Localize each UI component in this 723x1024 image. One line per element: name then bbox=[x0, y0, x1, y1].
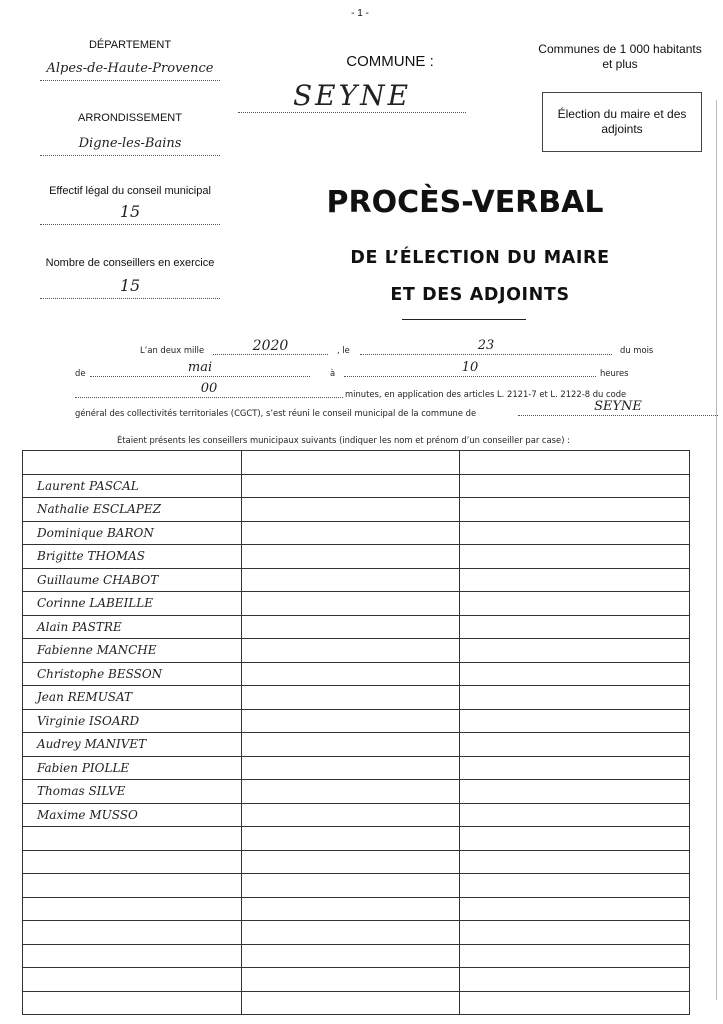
table-cell bbox=[460, 474, 690, 498]
session-minutes-text: minutes, en application des articles L. 2121-7 et L. 2122-8 du code bbox=[345, 389, 627, 399]
table-cell bbox=[460, 780, 690, 804]
table-row bbox=[23, 521, 690, 545]
table-cell bbox=[23, 874, 242, 898]
members-table bbox=[22, 450, 690, 1015]
table-cell bbox=[241, 850, 460, 874]
document-subtitle-line1: DE L’ÉLECTION DU MAIRE bbox=[350, 248, 610, 268]
table-row bbox=[23, 921, 690, 945]
title-underline bbox=[402, 319, 526, 320]
table-row bbox=[23, 592, 690, 616]
election-type-text: Élection du maire et des adjoints bbox=[557, 107, 687, 136]
document-subtitle-line2: ET DES ADJOINTS bbox=[390, 285, 570, 305]
table-cell bbox=[460, 921, 690, 945]
member-name: Fabienne MANCHE bbox=[23, 639, 242, 663]
table-cell bbox=[241, 615, 460, 639]
table-cell bbox=[460, 592, 690, 616]
table-cell bbox=[241, 897, 460, 921]
session-hours-field: 10 bbox=[344, 360, 596, 377]
table-cell bbox=[241, 733, 460, 757]
member-name: Brigitte THOMAS bbox=[23, 545, 242, 569]
table-row bbox=[23, 968, 690, 992]
table-cell bbox=[460, 897, 690, 921]
table-cell bbox=[241, 545, 460, 569]
session-a-label: à bbox=[330, 368, 336, 378]
exercice-field: 15 bbox=[40, 274, 220, 299]
commune-field: SEYNE bbox=[238, 80, 466, 113]
table-cell bbox=[460, 639, 690, 663]
table-cell bbox=[460, 874, 690, 898]
session-year-field: 2020 bbox=[213, 338, 328, 355]
table-cell bbox=[460, 545, 690, 569]
session-le-label: , le bbox=[337, 345, 350, 355]
table-cell bbox=[241, 568, 460, 592]
table-cell bbox=[241, 592, 460, 616]
table-cell bbox=[241, 639, 460, 663]
table-cell bbox=[241, 474, 460, 498]
table-cell bbox=[460, 709, 690, 733]
members-table-body bbox=[23, 451, 690, 1015]
table-row bbox=[23, 897, 690, 921]
table-row bbox=[23, 733, 690, 757]
table-cell bbox=[460, 498, 690, 522]
member-name: Laurent PASCAL bbox=[23, 474, 242, 498]
table-cell bbox=[460, 521, 690, 545]
member-name: Guillaume CHABOT bbox=[23, 568, 242, 592]
table-row bbox=[23, 850, 690, 874]
table-cell bbox=[460, 568, 690, 592]
table-cell bbox=[241, 686, 460, 710]
departement-field: Alpes-de-Haute-Provence bbox=[40, 58, 220, 81]
presents-intro: Étaient présents les conseillers municipaux suivants (indiquer les nom et prénom d’un conseiller par case) : bbox=[117, 435, 570, 445]
session-heures-label: heures bbox=[600, 368, 629, 378]
table-cell bbox=[460, 756, 690, 780]
member-name: Fabien PIOLLE bbox=[23, 756, 242, 780]
session-cgct-text: général des collectivités territoriales (CGCT), s’est réuni le conseil municipal de la commune de bbox=[75, 408, 477, 418]
session-year-prefix: L’an deux mille bbox=[140, 345, 205, 355]
table-row bbox=[23, 874, 690, 898]
session-month-field: mai bbox=[90, 360, 310, 377]
commune-label: COMMUNE : bbox=[346, 53, 434, 70]
table-cell bbox=[460, 968, 690, 992]
table-row bbox=[23, 498, 690, 522]
table-cell bbox=[23, 897, 242, 921]
table-cell bbox=[23, 451, 242, 475]
table-row bbox=[23, 686, 690, 710]
table-row bbox=[23, 944, 690, 968]
table-cell bbox=[241, 709, 460, 733]
table-cell bbox=[23, 944, 242, 968]
table-cell bbox=[241, 944, 460, 968]
scan-edge-line bbox=[716, 100, 717, 1000]
table-row bbox=[23, 780, 690, 804]
table-cell bbox=[241, 921, 460, 945]
table-row bbox=[23, 615, 690, 639]
member-name: Virginie ISOARD bbox=[23, 709, 242, 733]
table-cell bbox=[460, 850, 690, 874]
arrondissement-label: ARRONDISSEMENT bbox=[78, 112, 182, 124]
table-row bbox=[23, 639, 690, 663]
table-cell bbox=[23, 968, 242, 992]
member-name: Christophe BESSON bbox=[23, 662, 242, 686]
table-cell bbox=[460, 686, 690, 710]
member-name: Nathalie ESCLAPEZ bbox=[23, 498, 242, 522]
member-name: Audrey MANIVET bbox=[23, 733, 242, 757]
session-commune-field: SEYNE bbox=[518, 399, 718, 416]
table-cell bbox=[241, 521, 460, 545]
table-row bbox=[23, 545, 690, 569]
table-cell bbox=[241, 756, 460, 780]
member-name: Thomas SILVE bbox=[23, 780, 242, 804]
session-du-mois-label: du mois bbox=[620, 345, 654, 355]
table-row bbox=[23, 827, 690, 851]
effectif-label: Effectif légal du conseil municipal bbox=[49, 185, 211, 197]
session-minutes-field: 00 bbox=[75, 381, 343, 398]
member-name: Jean REMUSAT bbox=[23, 686, 242, 710]
table-cell bbox=[23, 991, 242, 1015]
document-title: PROCÈS-VERBAL bbox=[326, 185, 604, 220]
table-cell bbox=[23, 850, 242, 874]
table-cell bbox=[241, 498, 460, 522]
table-cell bbox=[241, 451, 460, 475]
table-row bbox=[23, 756, 690, 780]
departement-label: DÉPARTEMENT bbox=[88, 39, 172, 51]
table-cell bbox=[241, 803, 460, 827]
member-name: Maxime MUSSO bbox=[23, 803, 242, 827]
session-de-label: de bbox=[75, 368, 86, 378]
table-cell bbox=[241, 991, 460, 1015]
table-row bbox=[23, 662, 690, 686]
exercice-label: Nombre de conseillers en exercice bbox=[45, 257, 215, 269]
member-name: Dominique BARON bbox=[23, 521, 242, 545]
table-row bbox=[23, 474, 690, 498]
table-cell bbox=[241, 827, 460, 851]
table-cell bbox=[241, 968, 460, 992]
table-cell bbox=[460, 451, 690, 475]
table-row bbox=[23, 991, 690, 1015]
table-cell bbox=[460, 944, 690, 968]
table-cell bbox=[241, 874, 460, 898]
session-day-field: 23 bbox=[360, 338, 612, 355]
member-name: Alain PASTRE bbox=[23, 615, 242, 639]
table-cell bbox=[241, 780, 460, 804]
table-cell bbox=[460, 827, 690, 851]
table-cell bbox=[460, 615, 690, 639]
arrondissement-field: Digne-les-Bains bbox=[40, 133, 220, 156]
table-cell bbox=[23, 827, 242, 851]
page-number: - 1 - bbox=[351, 8, 369, 19]
table-cell bbox=[460, 733, 690, 757]
table-cell bbox=[460, 803, 690, 827]
table-cell bbox=[241, 662, 460, 686]
election-type-box bbox=[542, 92, 702, 152]
table-cell bbox=[460, 991, 690, 1015]
table-row bbox=[23, 709, 690, 733]
member-name: Corinne LABEILLE bbox=[23, 592, 242, 616]
commune-category: Communes de 1 000 habitants et plus bbox=[538, 42, 702, 71]
table-row bbox=[23, 568, 690, 592]
table-cell bbox=[460, 662, 690, 686]
effectif-field: 15 bbox=[40, 200, 220, 225]
table-row bbox=[23, 803, 690, 827]
table-cell bbox=[23, 921, 242, 945]
table-row bbox=[23, 451, 690, 475]
